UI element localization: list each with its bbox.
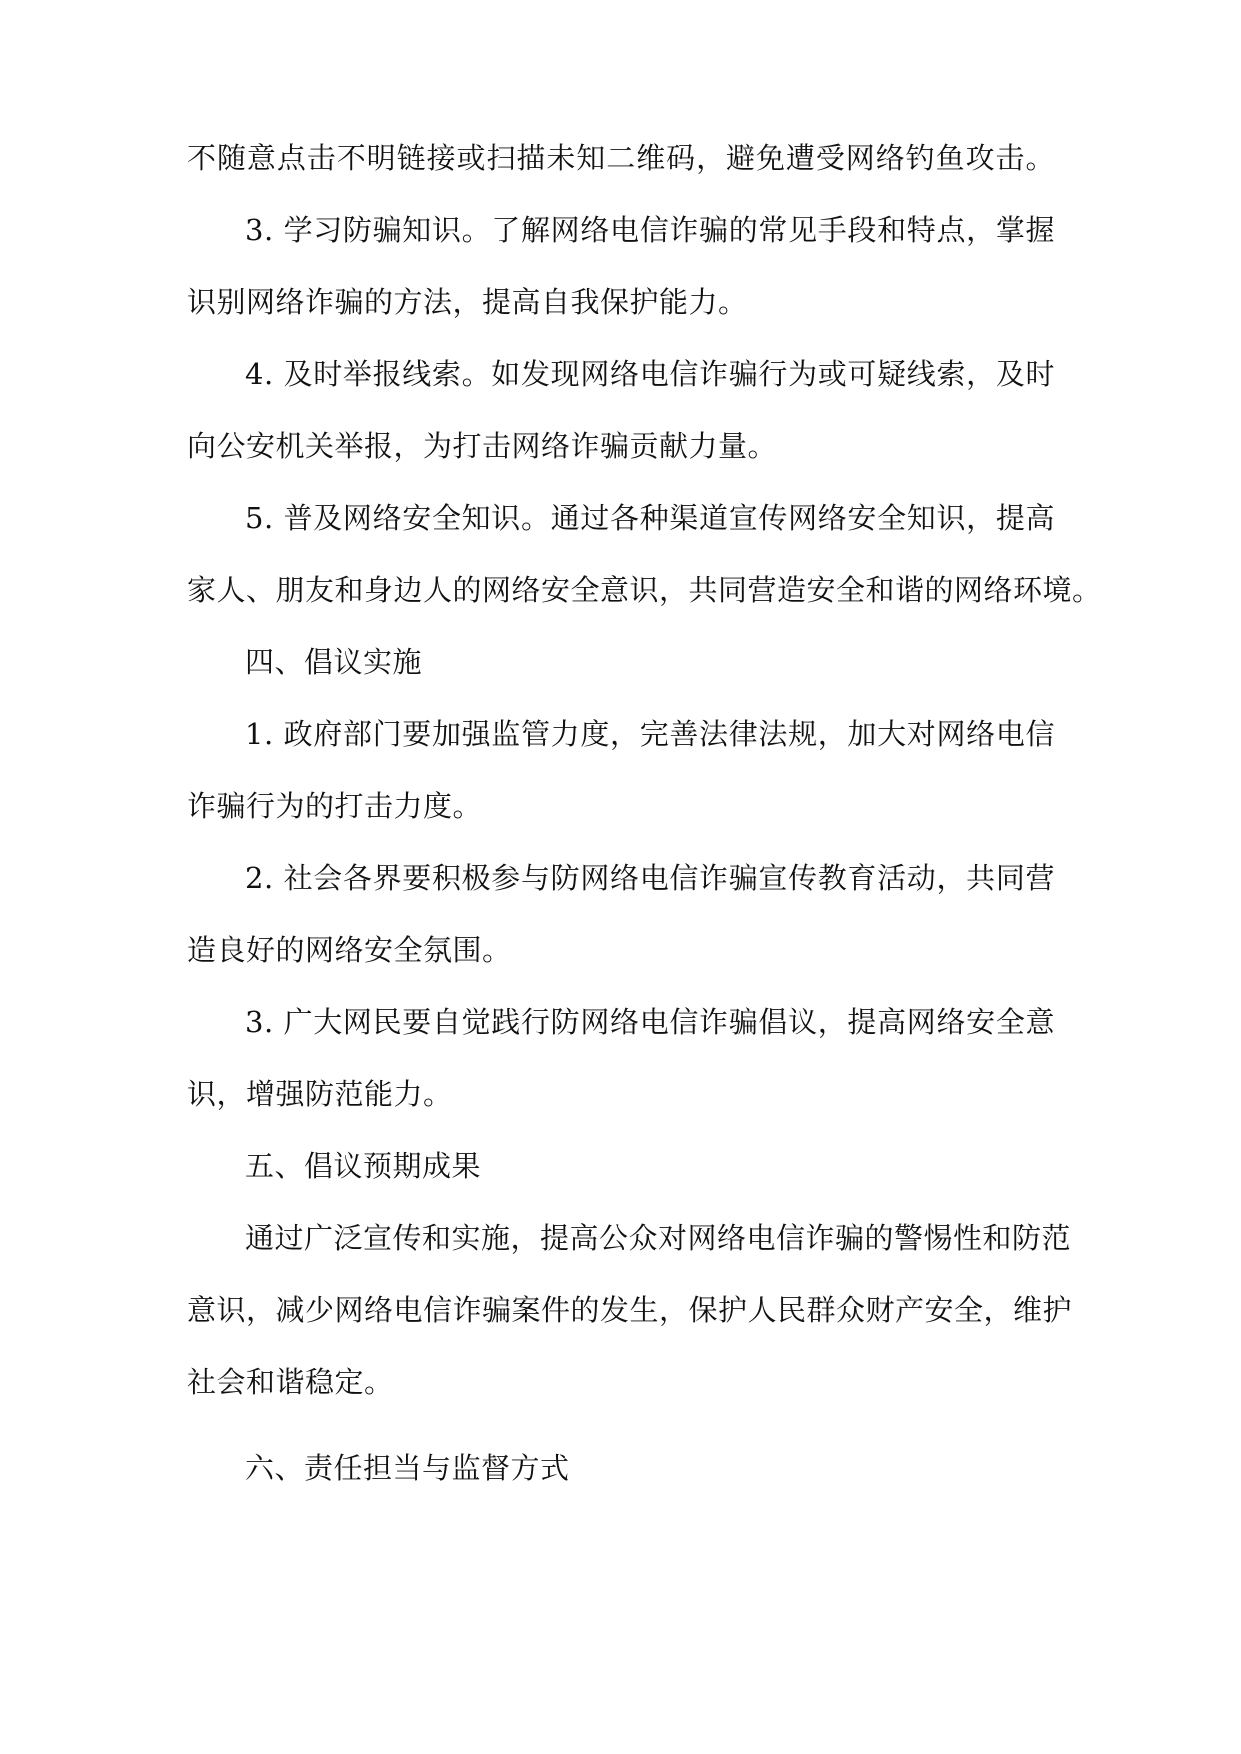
paragraph-line: 诈骗行为的打击力度。 <box>187 789 483 823</box>
list-item-line: 2. 社会各界要积极参与防网络电信诈骗宣传教育活动，共同营 <box>245 861 1055 895</box>
document-body <box>187 141 1102 1524</box>
section-heading: 六、责任担当与监督方式 <box>245 1451 570 1485</box>
section-heading: 四、倡议实施 <box>245 645 423 679</box>
paragraph-line: 通过广泛宣传和实施，提高公众对网络电信诈骗的警惕性和防范 <box>245 1221 1072 1255</box>
list-item-line: 3. 学习防骗知识。了解网络电信诈骗的常见手段和特点，掌握 <box>245 213 1055 247</box>
list-item-line: 4. 及时举报线索。如发现网络电信诈骗行为或可疑线索，及时 <box>245 357 1055 391</box>
paragraph-line: 不随意点击不明链接或扫描未知二维码，避免遭受网络钓鱼攻击。 <box>187 141 1055 175</box>
list-item-line: 1. 政府部门要加强监管力度，完善法律法规，加大对网络电信 <box>245 717 1055 751</box>
paragraph-line: 家人、朋友和身边人的网络安全意识，共同营造安全和谐的网络环境。 <box>187 573 1102 607</box>
section-heading: 五、倡议预期成果 <box>245 1149 482 1183</box>
paragraph-line: 意识，减少网络电信诈骗案件的发生，保护人民群众财产安全，维护 <box>187 1293 1073 1327</box>
paragraph-line: 识，增强防范能力。 <box>187 1077 453 1111</box>
list-item-line: 5. 普及网络安全知识。通过各种渠道宣传网络安全知识，提高 <box>245 501 1055 535</box>
paragraph-line: 造良好的网络安全氛围。 <box>187 933 512 967</box>
list-item-line: 3. 广大网民要自觉践行防网络电信诈骗倡议，提高网络安全意 <box>245 1005 1055 1039</box>
paragraph-line: 识别网络诈骗的方法，提高自我保护能力。 <box>187 285 748 319</box>
paragraph-line: 社会和谐稳定。 <box>187 1365 394 1399</box>
paragraph-line: 向公安机关举报，为打击网络诈骗贡献力量。 <box>187 429 778 463</box>
